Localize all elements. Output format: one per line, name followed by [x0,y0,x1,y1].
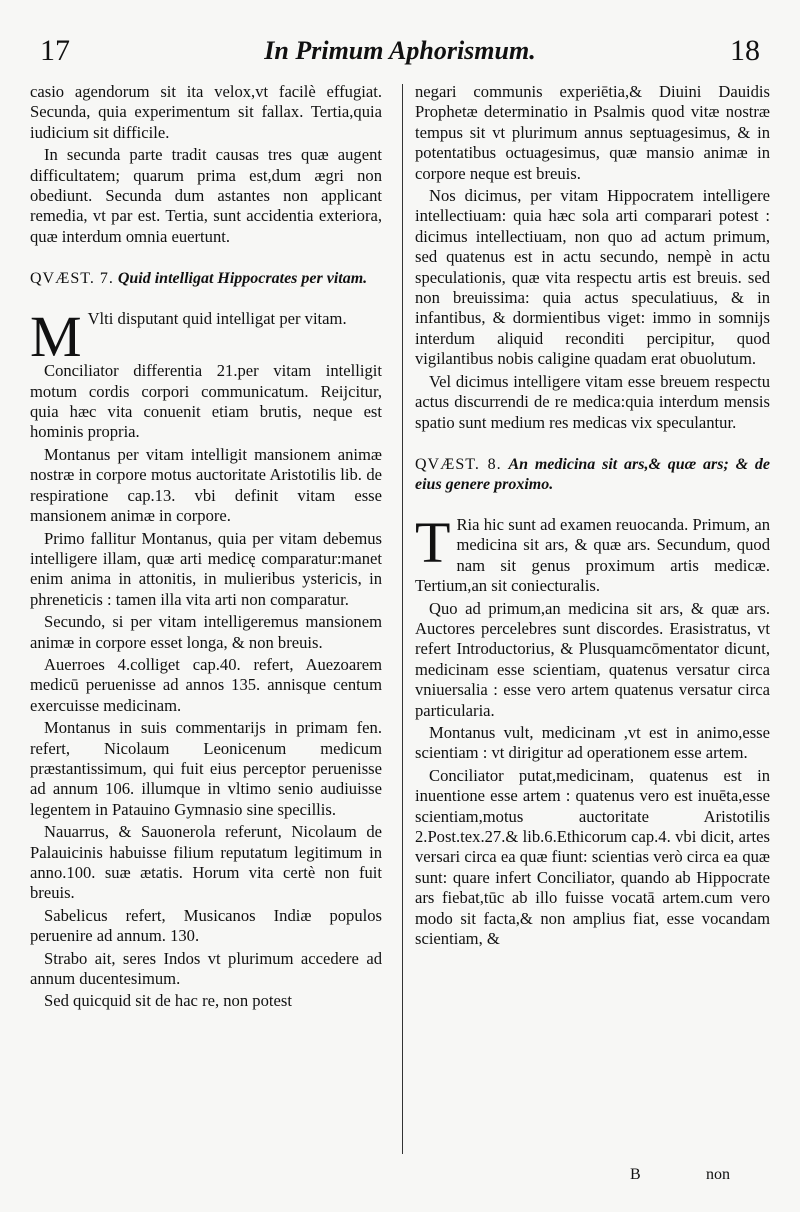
paragraph: Montanus per vitam intelligit mansionem animæ nostræ in corpore motus auctoritate Aristotilis lib. de respiratione cap.13. vbi definit vitam esse mansionem animæ in corpore. [30,444,382,526]
paragraph: Montanus vult, medicinam ,vt est in animo,esse scientiam : vt dirigitur ad operationem esse artem. [415,722,770,763]
paragraph: Quo ad primum,an medicina sit ars, & quæ ars. Auctores percelebres sunt discordes. Erasistratus, vt refert Introductorius, & Plusquamcōmentator dicunt, medicinam esse scientiam, quatenus versatur circa vniuersalia : esse vero artem quatenus versatur circa particularia. [415,598,770,720]
paragraph: Vel dicimus intelligere vitam esse breuem respectu actus discurrendi de re medica:quia interdum mensis spatio sunt medium res medicas vix speculantur. [415,371,770,432]
paragraph-text: Vlti disputant quid intelligat per vitam. [87,309,347,329]
paragraph: Nauarrus, & Sauonerola referunt, Nicolaum de Palauicinis habuisse filium reputatum legitimum in anno.100. suæ ætatis. Horum vita certè non fuit breuis. [30,822,382,903]
question-label: QVÆST. 8. [415,455,502,473]
question-title: Quid intelligat Hippocrates per vitam. [117,270,368,288]
paragraph: casio agendorum sit ita velox,vt facilè effugiat. Secunda, quia experimentum sit fallax. Tertia,quia iudicium sit difficile. [30,82,382,142]
signature-mark: B [630,1166,641,1183]
paragraph: Primo fallitur Montanus, quia per vitam debemus intelligere illam, quæ arti medicę comparatur:manet enim anima in attonitis, in mulieribus ystericis, in phreneticis : tamen illa vita arti non comparatur. [30,528,382,609]
left-column [30,82,382,1014]
question-label: QVÆST. 7. [30,270,114,288]
drop-cap: M [30,304,82,370]
running-title: In Primum Aphorismum. [264,36,536,65]
right-column [415,82,770,951]
paragraph-with-dropcap [30,304,382,370]
paragraph: Strabo ait, seres Indos vt plurimum accedere ad annum ducentesimum. [30,948,382,989]
question-heading-7 [30,269,382,289]
paragraph: In secunda parte tradit causas tres quæ augent difficultatem; quarum prima est,dum ægri non obediunt. Secunda dum astantes non applicant remedia, vt par est. Tertia, sunt accidentia exteriora, quæ interdum omnia euertunt. [30,145,382,246]
paragraph: Secundo, si per vitam intelligeremus mansionem animæ in corpore esset longa, & non breuis. [30,612,382,652]
paragraph: Montanus in suis commentarijs in primam fen. refert, Nicolaum Leonicenum medicum præstantissimum, qui fuit eius perceptor peruenisse ad annum 106. illumque in vltimo senio audiuisse legentem in Patauino Gymnasio sine specillis. [30,718,382,819]
question-title: An medicina sit ars,& quæ ars; & de eius genere proximo. [415,455,770,493]
column-divider [402,84,403,1154]
paragraph: Conciliator differentia 21.per vitam intelligit motum cordis corpori communicatum. Reijcitur, quia hæc vita conuenit etiam brutis, neque est hominis propria. [30,361,382,442]
paragraph-with-dropcap [415,509,770,597]
paragraph: Conciliator putat,medicinam, quatenus est in inuentione esse artem : quatenus vero est inuēta,esse scientiam,motus auctoritate Aristotilis 2.Post.tex.27.& lib.6.Ethicorum cap.4. vbi dicit, artes versari circa ea quæ fiunt: scientias verò circa ea quæ sunt: quare infert Conciliator, quando ab Hippocrate ars fiebat,tūc ab illo fuisse vocatā artem.cum vero modo sit facta,& non amplius fiat, esse vocandam scientiam, & [415,765,770,949]
paragraph-text: Ria hic sunt ad examen reuocanda. Primum, an medicina sit ars, & quæ ars. Secundum, quod nam sit genus proximum artis medicæ. Tertium,an sit coniecturalis. [415,514,770,596]
page-number-left: 17 [40,34,70,67]
paragraph: Nos dicimus, per vitam Hippocratem intelligere intellectiuam: quia hæc sola arti comparari potest : dicimus intellectiuam, non quo ad actum primum, sed quatenus est in actu secundo, nempè in actu speculationis, quæ vita respectu artis est breuis. sed non breuissima: quia actus speculatiuus, & in infantibus, & dormientibus viget: immo in somnijs interdum aliquid reconditi percipitur, quod vigilantibus nobis caligine quadam erat obuolutum. [415,186,770,369]
paragraph: Sed quicquid sit de hac re, non potest [44,991,292,1011]
paragraph: negari communis experiētia,& Diuini Dauidis Prophetæ determinatio in Psalmis quod vitæ nostræ tempus sit vt plurimum annus septuagesimus, & in potentatibus octuagesimus, quæ mansio animæ in corpore neque est breuis. [415,82,770,183]
paragraph: Auerroes 4.colliget cap.40. refert, Auezoarem medicū peruenisse ad annos 135. annisque centum exercuisse medicinam. [30,654,382,715]
page-number-right: 18 [730,34,760,67]
page-header [40,34,760,74]
drop-cap: T [415,509,451,575]
paragraph: Sabelicus refert, Musicanos Indiæ populos peruenire ad annum. 130. [30,905,382,946]
catchword: non [706,1166,730,1183]
question-heading-8 [415,455,770,495]
